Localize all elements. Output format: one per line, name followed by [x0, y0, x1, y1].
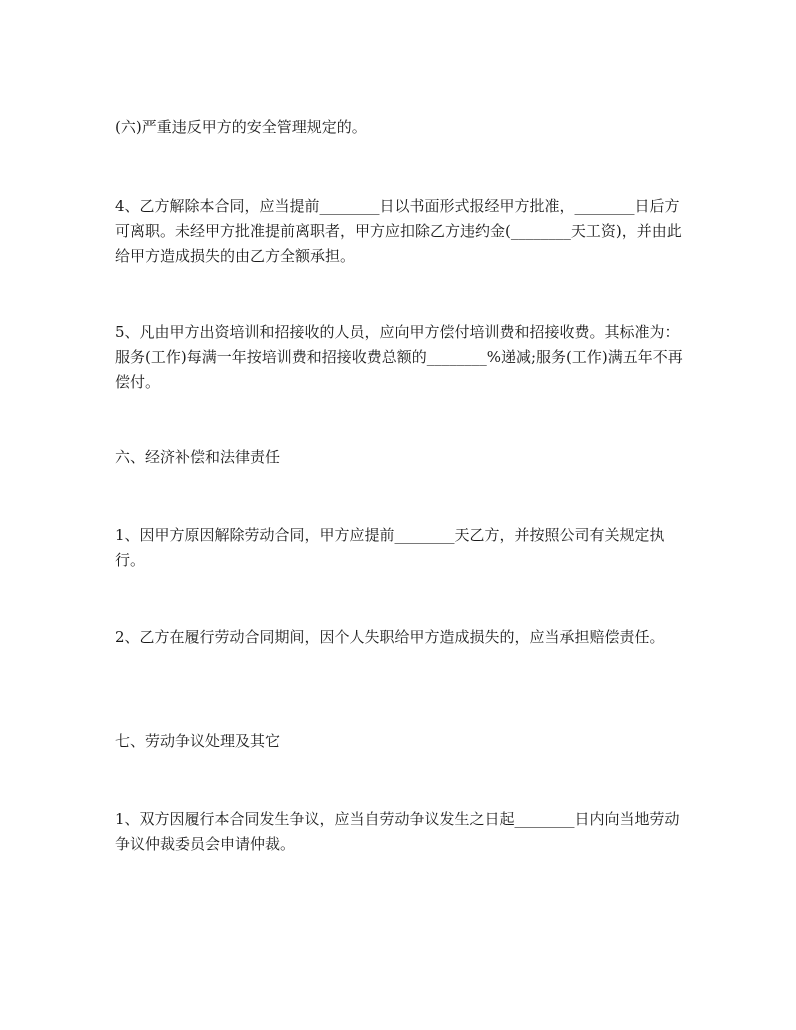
section-heading-disputes: 七、劳动争议处理及其它: [115, 732, 281, 750]
clause-item-6: (六)严重违反甲方的安全管理规定的。: [115, 118, 367, 136]
clause-resignation-notice: 4、乙方解除本合同，应当提前________日以书面形式报经甲方批准，________日后方可离职。未经甲方批准提前离职者，甲方应扣除乙方违约金(________天工资)，并由此给甲方造成损失的由乙方全额承担。: [115, 197, 682, 265]
section-heading-compensation: 六、经济补偿和法律责任: [115, 448, 281, 466]
clause-training-fee: 5、凡由甲方出资培训和招接收的人员，应向甲方偿付培训费和招接收费。其标准为：服务(工作)每满一年按培训费和招接收费总额的________%递减;服务(工作)满五年不再偿付。: [115, 323, 683, 391]
clause-arbitration: 1、双方因履行本合同发生争议，应当自劳动争议发生之日起________日内向当地劳动争议仲裁委员会申请仲裁。: [115, 810, 680, 853]
clause-employer-termination: 1、因甲方原因解除劳动合同，甲方应提前________天乙方，并按照公司有关规定执行。: [115, 526, 665, 569]
clause-employee-liability: 2、乙方在履行劳动合同期间，因个人失职给甲方造成损失的，应当承担赔偿责任。: [115, 628, 665, 646]
